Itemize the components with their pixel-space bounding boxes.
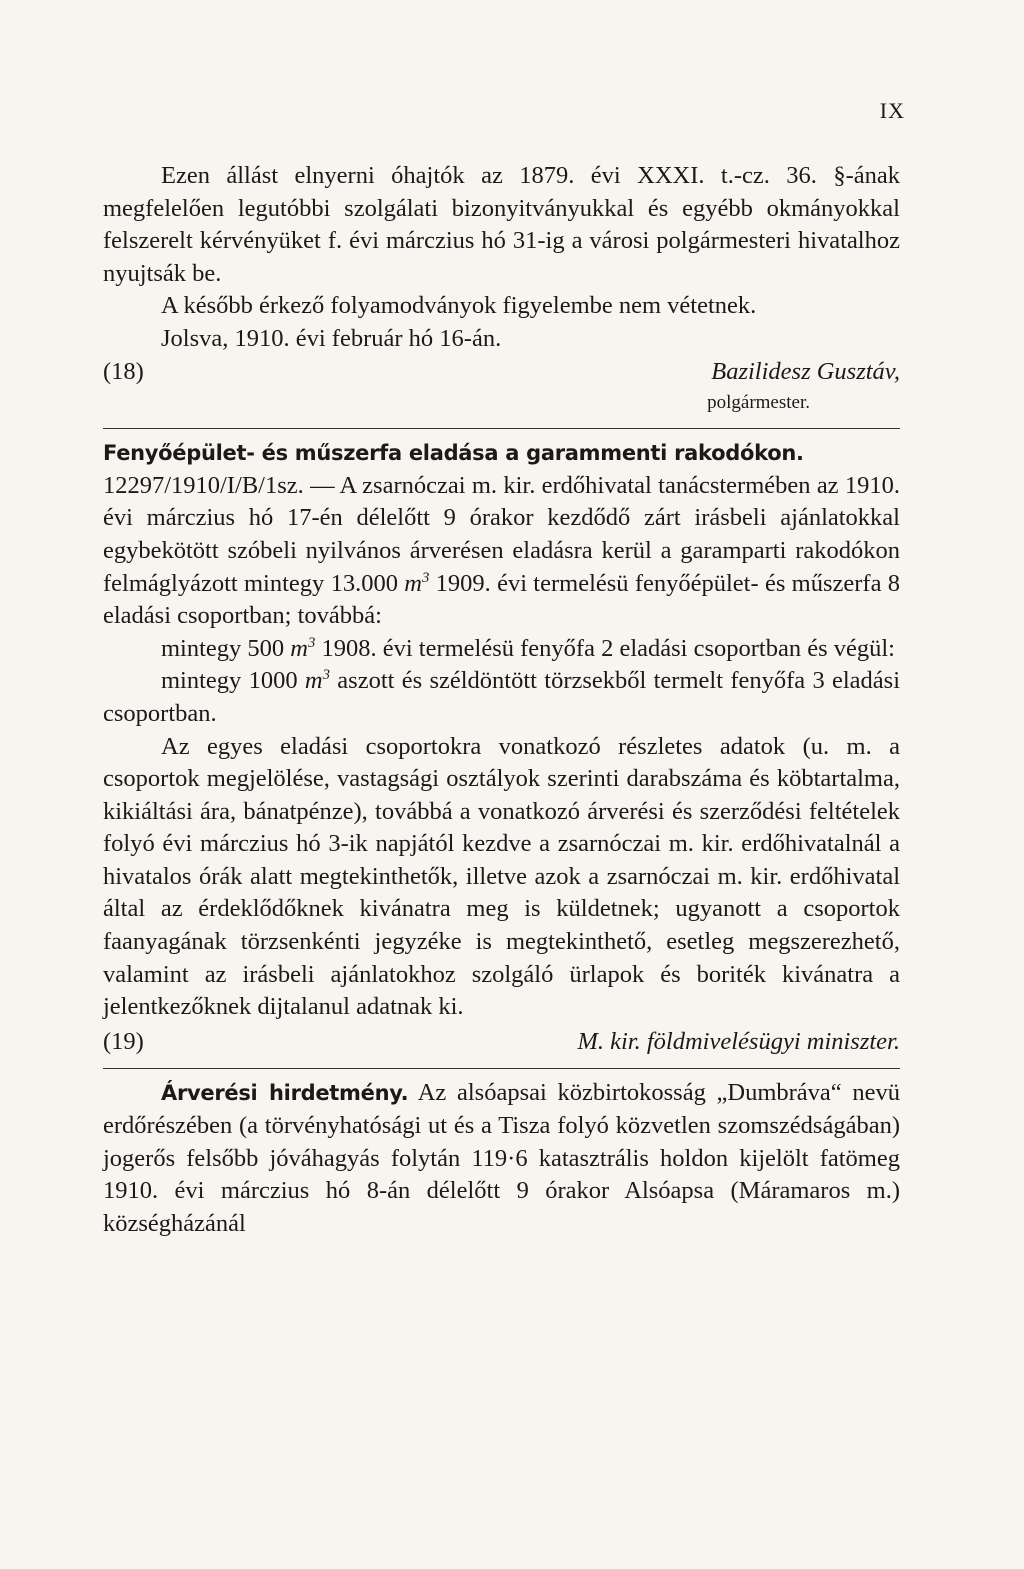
signature-line bbox=[103, 356, 900, 389]
signatory-name: Bazilidesz Gusztáv, bbox=[711, 357, 900, 385]
auction-paragraph: Árverési hirdetmény. Az alsóapsai közbirtokosság „Dumbráva“ nevü erdőrészében (a törvényhatósági ut és a Tisza folyó közvetlen szomszédságában) jogerős felsőbb jóváhagyás folytán 119·6 katasztrális holdon kijelölt fatömeg 1910. évi márczius hó 8-án délelőtt 9 órakor Alsóapsa (Máramaros m.) községházánál bbox=[103, 1079, 901, 1237]
cubic-metre-unit: $m^3$ bbox=[404, 569, 430, 597]
sale-paragraph-1: 12297/1910/I/B/1sz. — A zsarnóczai m. kir. erdőhivatal tanácstermében az 1910. évi márczius hó 17-én délelőtt 9 órakor kezdődő zárt irásbeli ajánlatokkal egybekötött szóbeli nyilvános árverésen eladásra kerül a garamparti rakodókon felmáglyázott mintegy 13.000 $m^3$ 1909. évi termelésü fenyőépület- és műszerfa 8 eladási csoportban; továbbá: bbox=[103, 471, 900, 630]
sale-heading: Fenyőépület- és műszerfa eladása a garammenti rakodókon. bbox=[103, 441, 804, 466]
signatory-name: M. kir. földmivelésügyi miniszter. bbox=[577, 1027, 900, 1055]
cubic-metre-unit: $m^3$ bbox=[304, 667, 330, 695]
place-and-date: Jolsva, 1910. évi február hó 16-án. bbox=[161, 324, 502, 352]
signature-line bbox=[103, 1026, 900, 1059]
signatory-title: polgármester. bbox=[707, 392, 810, 414]
page-number: IX bbox=[879, 98, 905, 123]
page-text bbox=[103, 160, 900, 1240]
notice-number: (19) bbox=[103, 1027, 144, 1055]
document-page bbox=[103, 0, 905, 1569]
section-divider bbox=[103, 428, 900, 429]
cubic-metre-unit: $m^3$ bbox=[290, 634, 316, 662]
vacancy-paragraph: Ezen állást elnyerni óhajtók az 1879. évi XXXI. t.-cz. 36. §-ának megfelelően legutóbbi szolgálati bizonyitványukkal és egyébb okmányokkal felszerelt kérvényüket f. évi márczius hó 31-ig a városi polgármesteri hivatalhoz nyujtsák be. bbox=[103, 162, 900, 287]
section-divider bbox=[103, 1068, 900, 1069]
auction-heading: Árverési hirdetmény. bbox=[161, 1081, 409, 1106]
notice-number: (18) bbox=[103, 357, 144, 385]
late-applications-note: A később érkező folyamodványok figyelembe nem vétetnek. bbox=[161, 292, 757, 320]
sale-paragraph-2: mintegy 500 $m^3$ 1908. évi termelésü fenyőfa 2 eladási csoportban és végül: bbox=[161, 634, 895, 662]
sale-details-paragraph: Az egyes eladási csoportokra vonatkozó részletes adatok (u. m. a csoportok megjelölése, vastagsági osztályok szerinti darabszáma és köbtartalma, kikiáltási ára, bánatpénze), továbbá a vonatkozó árverési és szerződési feltételek folyó évi márczius hó 3-ik napjától kezdve a zsarnóczai m. kir. erdőhivatalnál a hivatalos órák alatt megtekinthetők, illetve azok a zsarnóczai m. kir. erdőhivatal által az érdeklődőknek kivánatra meg is küldetnek; ugyanott a csoportok faanyagának törzsenkénti jegyzéke is megtekinthető, esetleg megszerezhető, valamint az irásbeli ajánlatokhoz szolgáló ürlapok és boriték kivánatra a jelentkezőknek dijtalanul adatnak ki. bbox=[103, 732, 900, 1021]
sale-heading-line bbox=[103, 437, 900, 470]
sale-paragraph-3: mintegy 1000 $m^3$ aszott és széldöntött törzsekből termelt fenyőfa 3 eladási csoportban. bbox=[103, 667, 901, 727]
